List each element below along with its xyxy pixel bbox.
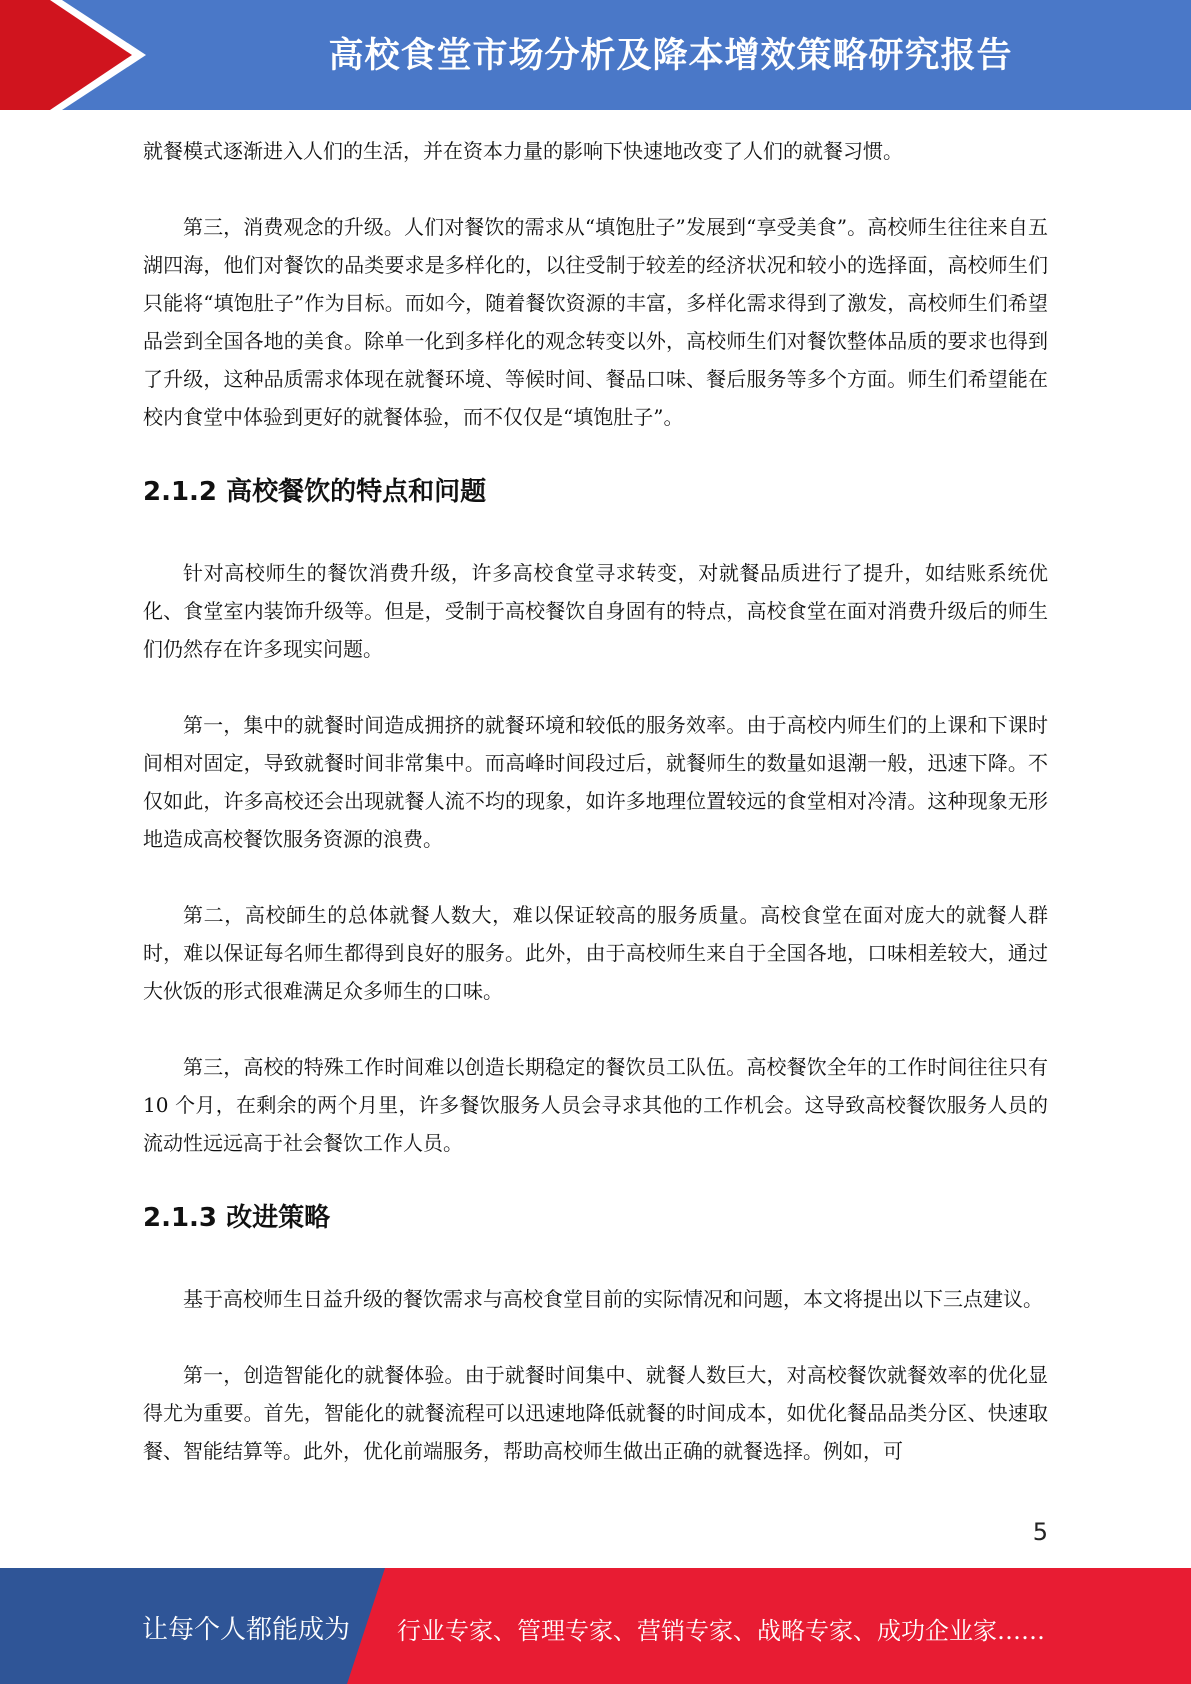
section-heading-features-problems: 2.1.2 高校餐饮的特点和问题 xyxy=(143,477,487,507)
paragraph-problem-one: 第一，集中的就餐时间造成拥挤的就餐环境和较低的服务效率。由于高校内师生们的上课和下课时间相对固定，导致就餐时间非常集中。而高峰时间段过后，就餐师生的数量如退潮一般，迅速下降。不仅如此，许多高校还会出现就餐人流不均的现象，如许多地理位置较远的食堂相对冷清。这种现象无形地造成高校餐饮服务资源的浪费。 xyxy=(143,713,1048,851)
paragraph-strategy-one: 第一，创造智能化的就餐体验。由于就餐时间集中、就餐人数巨大，对高校餐饮就餐效率的优化显得尤为重要。首先，智能化的就餐流程可以迅速地降低就餐的时间成本，如优化餐品品类分区、快速取餐、智能结算等。此外，优化前端服务，帮助高校师生做出正确的就餐选择。例如，可 xyxy=(143,1363,1048,1463)
paragraph-strategy-intro: 基于高校师生日益升级的餐饮需求与高校食堂目前的实际情况和问题，本文将提出以下三点建议。 xyxy=(183,1287,1043,1311)
paragraph-problem-three: 第三，高校的特殊工作时间难以创造长期稳定的餐饮员工队伍。高校餐饮全年的工作时间往往只有 10 个月，在剩余的两个月里，许多餐饮服务人员会寻求其他的工作机会。这导致高校餐饮服务人员的流动性远远高于社会餐饮工作人员。 xyxy=(143,1055,1048,1155)
paragraph-problem-two: 第二，高校師生的总体就餐人数大，难以保证较高的服务质量。高校食堂在面对庞大的就餐人群时，难以保证每名师生都得到良好的服务。此外，由于高校师生来自于全国各地，口味相差较大，通过大伙饭的形式很难满足众多师生的口味。 xyxy=(143,903,1048,1003)
paragraph-intro-problems: 针对高校师生的餐饮消费升级，许多高校食堂寻求转变，对就餐品质进行了提升，如结账系统优化、食堂室内装饰升级等。但是，受制于高校餐饮自身固有的特点，高校食堂在面对消费升级后的师生们仍然存在许多现实问题。 xyxy=(143,561,1048,661)
paragraph-continued: 就餐模式逐渐进入人们的生活，并在资本力量的影响下快速地改变了人们的就餐习惯。 xyxy=(143,139,903,163)
header-chevron-decoration xyxy=(0,0,150,110)
document-body xyxy=(143,132,1048,1508)
report-title: 高校食堂市场分析及降本增效策略研究报告 xyxy=(328,36,1013,76)
footer-slogan-left: 让每个人都能成为 xyxy=(142,1615,351,1645)
section-heading-improvement-strategy: 2.1.3 改进策略 xyxy=(143,1203,331,1233)
footer-slogan-right: 行业专家、管理专家、营销专家、战略专家、成功企业家…… xyxy=(397,1617,1045,1645)
paragraph-consumption-upgrade: 第三，消费观念的升级。人们对餐饮的需求从“填饱肚子”发展到“享受美食”。高校师生往往来自五湖四海，他们对餐饮的品类要求是多样化的，以往受制于较差的经济状况和较小的选择面，高校师生们只能将“填饱肚子”作为目标。而如今，随着餐饮资源的丰富，多样化需求得到了激发，高校师生们希望品尝到全国各地的美食。除单一化到多样化的观念转变以外，高校师生们对餐饮整体品质的要求也得到了升级，这种品质需求体现在就餐环境、等候时间、餐品口味、餐后服务等多个方面。师生们希望能在校内食堂中体验到更好的就餐体验，而不仅仅是“填饱肚子”。 xyxy=(143,215,1048,429)
page-header xyxy=(0,0,1191,110)
page-footer xyxy=(0,1568,1191,1684)
page-number: 5 xyxy=(1032,1518,1048,1546)
